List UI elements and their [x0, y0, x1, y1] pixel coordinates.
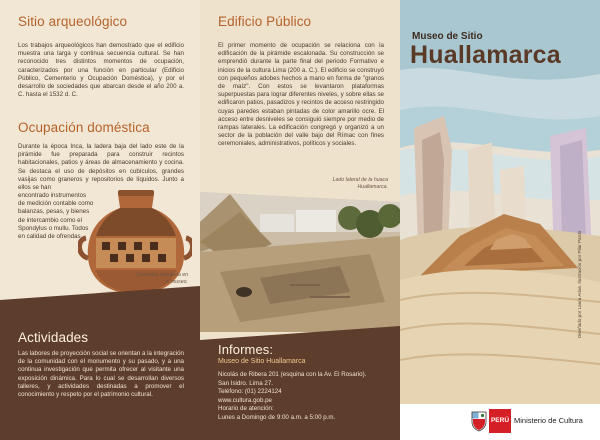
district-line: San Isidro. Lima 27. [218, 379, 274, 387]
photo-caption: Lado lateral de la huaca Huallamarca. [332, 177, 388, 190]
peru-logo: PERÚ [489, 409, 511, 433]
design-credit: Diseñado por Laura Arias. Ilustración por Pilar Pardo [577, 230, 582, 338]
address-line: Nicolás de Ribera 201 (esquina con la Av. El Rosario). [218, 371, 367, 378]
cover-panel [400, 0, 600, 440]
cover-pretitle: Museo de Sitio [412, 31, 483, 42]
hours-line: Lunes a Domingo de 9:00 a.m. a 5:00 p.m. [218, 413, 336, 421]
actividades-heading: Actividades [18, 330, 89, 345]
ocupacion-domestica-text: Durante la época Inca, la ladera baja del lado este de la pirámide fue preparada para construir recintos habitacionales, patios y áreas de almacenamiento y cocina. Se destaca el uso de depósitos en cubículos, grandes vasijas como graneros y repositorios de líquidos. Junto a ellos se han [18, 143, 184, 192]
ocupacion-domestica-heading: Ocupación doméstica [18, 120, 150, 135]
peru-coat-of-arms-icon [470, 410, 488, 432]
vessel-caption: Cerámica expuesta en el museo. [136, 272, 188, 285]
edificio-publico-heading: Edificio Público [218, 14, 312, 29]
middle-panel [200, 0, 400, 440]
sitio-arqueologico-text: Los trabajos arqueológicos han demostrado que el edificio muestra una larga y continua secuencia cultural. Se han reconocido tres distintos momentos de ocupación, caracterizados por una función en particular (Edificio Público, Cementerio y Ocupación Doméstica), y por el desarrollo de sociedades que abarcan desde el año 200 a. C. hasta el 1532 d. C. [18, 42, 184, 99]
informes-contact-lines [218, 371, 366, 423]
phone-line: Teléfono: (01) 2224124 [218, 388, 282, 396]
left-panel [0, 0, 200, 440]
cover-title: Huallamarca [410, 41, 561, 69]
informes-museum-name: Museo de Sitio Huallamarca [218, 358, 306, 365]
actividades-text: Las labores de proyección social se orientan a la integración de la comunidad con el monumento y su pasado, y a una continua investigación que permita ofrecer al visitante una exposición dinámica. Para lo cual se desarrollan diversos talleres, y actividades destinadas a promover el conocimiento y respeto por el patrimonio cultural. [18, 350, 184, 399]
ocupacion-domestica-text-continued: encontrado instrumentos de medición contable como balanzas, pesas, y bienes de intercambio como el Spondylus o mullu. Todos en calidad de ofrendas. [18, 192, 94, 241]
sitio-arqueologico-heading: Sitio arqueológico [18, 14, 128, 29]
hours-label-line: Horario de atención: [218, 405, 274, 413]
ministry-name: Ministerio de Cultura [514, 416, 583, 425]
edificio-publico-text: El primer momento de ocupación se relaciona con la edificación de la pirámide escalonada. Su construcción se emprendió durante la parte final del periodo Formativo e inicios de la cultura Lima (200 a. C.). El edificio se construyó con pequeños adobes hechos a mano en forma de "granos de maíz". Con estos se levantaron plataformas superpuestas para lograr diferentes niveles, y sobre ellas se edificaron patios, pasadizos y recintos de acceso restringido cuyas paredes estaban pintadas de color amarillo ocre. El acceso entre desniveles se consiguió siempre por medio de rampas laterales. La edificación congregó y organizó a un sector de la población del valle bajo del Rímac con fines ceremoniales, administrativos, políticos y sociales. [218, 42, 384, 148]
informes-heading: Informes: [218, 342, 274, 357]
website-line: www.cultura.gob.pe [218, 396, 272, 404]
